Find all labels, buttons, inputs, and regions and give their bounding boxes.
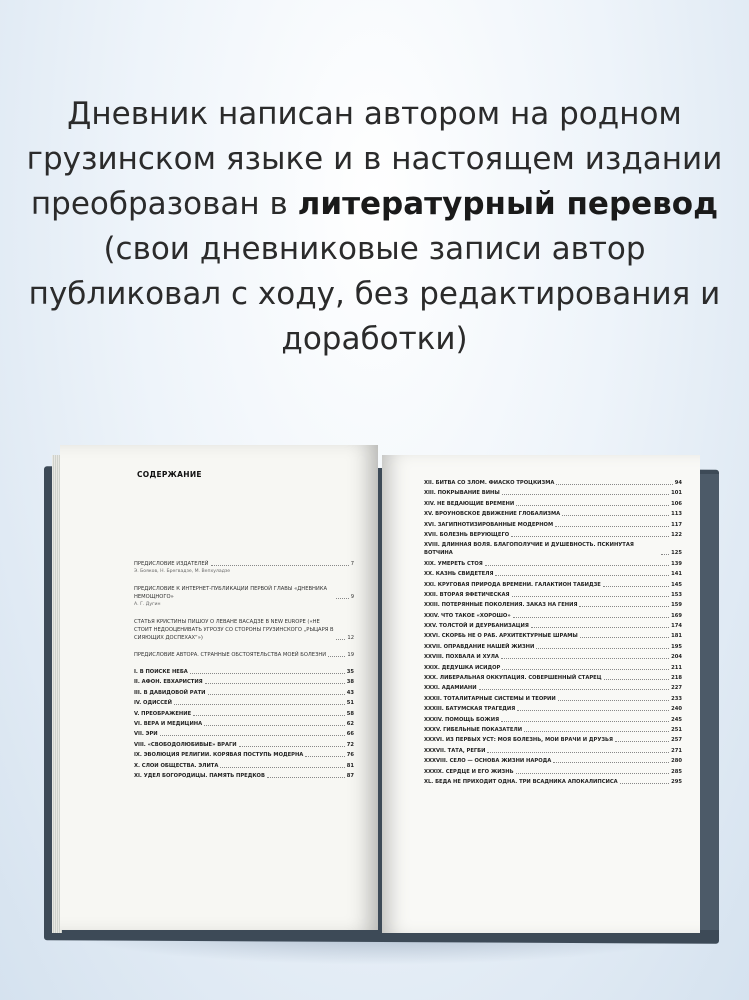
- right-toc: [424, 479, 682, 788]
- toc-entry-page: 285: [671, 768, 682, 775]
- toc-entry-title: XXXI. АДАМИАНИ: [424, 685, 477, 692]
- toc-entry: [134, 772, 354, 780]
- toc-dot-leader: [501, 721, 669, 722]
- toc-entry: [134, 720, 354, 728]
- toc-entry-title: VIII. «СВОБОДОЛЮБИВЫЕ» ВРАГИ: [134, 741, 237, 748]
- toc-entry: [134, 618, 354, 642]
- toc-entry-page: 12: [347, 635, 354, 641]
- toc-entry-title: XV. ВРОУНОВСКОЕ ДВИЖЕНИЕ ГЛОБАЛИЗМА: [424, 511, 561, 518]
- toc-entry-page: 159: [671, 602, 682, 609]
- toc-entry-author: Э. Бояков, Н. Брегвадзе, М. Вепхуладзе: [134, 569, 231, 574]
- toc-entry-page: 218: [671, 675, 682, 682]
- toc-entry-page: 38: [346, 679, 354, 686]
- toc-entry-title: XVI. ЗАГИПНОТИЗИРОВАННЫЕ МОДЕРНОМ: [424, 521, 554, 528]
- toc-dot-leader: [220, 767, 344, 768]
- toc-entry-title: ПРЕДИСЛОВИЕ АВТОРА. СТРАННЫЕ ОБСТОЯТЕЛЬСТВА МОЕЙ БОЛЕЗНИ: [134, 652, 327, 658]
- toc-entry: [424, 716, 682, 724]
- toc-entry-title: V. ПРЕОБРАЖЕНИЕ: [134, 710, 192, 717]
- toc-dot-leader: [513, 617, 669, 618]
- toc-entry-title: XXXIII. БАТУМСКАЯ ТРАГЕДИЯ: [424, 706, 516, 713]
- toc-entry-page: 9: [350, 594, 354, 600]
- toc-entry: [424, 591, 682, 599]
- contents-title: СОДЕРЖАНИЕ: [137, 470, 202, 479]
- toc-entry-page: 117: [671, 521, 682, 528]
- toc-entry-page: 81: [346, 762, 354, 769]
- toc-entry-page: 153: [671, 591, 682, 598]
- toc-dot-leader: [487, 752, 669, 753]
- toc-entry: [424, 560, 682, 568]
- toc-entry: [424, 500, 682, 508]
- toc-entry-title: XXXVI. ИЗ ПЕРВЫХ УСТ: МОЯ БОЛЕЗНЬ, МОИ ВРАЧИ И ДРУЗЬЯ: [424, 737, 613, 744]
- toc-entry: [424, 601, 682, 609]
- toc-entry-page: 169: [671, 612, 682, 619]
- toc-entry-title: XIV. НЕ ВЕДАЮЩИЕ ВРЕМЕНИ: [424, 500, 515, 507]
- toc-entry-title: XXXVIII. СЕЛО — ОСНОВА ЖИЗНИ НАРОДА: [424, 758, 552, 765]
- toc-entry: [134, 730, 354, 738]
- toc-dot-leader: [305, 756, 344, 757]
- toc-entry-page: 181: [671, 633, 682, 640]
- toc-dot-leader: [160, 735, 345, 736]
- left-toc: [134, 560, 354, 782]
- toc-dot-leader: [531, 627, 669, 628]
- toc-dot-leader: [485, 565, 669, 566]
- toc-entry: [134, 689, 354, 697]
- toc-entry: [424, 479, 682, 487]
- caption-text: [20, 92, 729, 362]
- toc-entry-title: ПРЕДИСЛОВИЕ К ИНТЕРНЕТ-ПУБЛИКАЦИИ ПЕРВОЙ ГЛАВЫ «ДНЕВНИКА НЕМОЩНОГО»: [134, 586, 328, 600]
- toc-entry-page: 101: [671, 490, 682, 497]
- toc-entry: [424, 726, 682, 734]
- toc-entry-page: 280: [671, 758, 682, 765]
- toc-entry-title: XI. УДЕЛ БОГОРОДИЦЫ. ПАМЯТЬ ПРЕДКОВ: [134, 772, 265, 779]
- toc-dot-leader: [604, 679, 670, 680]
- toc-dot-leader: [615, 741, 669, 742]
- toc-dot-leader: [267, 777, 345, 778]
- toc-entry: [134, 560, 354, 576]
- toc-entry-page: 145: [671, 581, 682, 588]
- toc-dot-leader: [328, 656, 345, 657]
- toc-entry-page: 94: [674, 480, 682, 486]
- toc-entry: [424, 643, 682, 651]
- toc-dot-leader: [516, 505, 669, 506]
- toc-dot-leader: [174, 704, 345, 705]
- toc-entry-title: XXXVII. ТАТА, РЕГБИ: [424, 747, 486, 754]
- toc-entry-title: СТАТЬЯ КРИСТИНЫ ПИШОУ О ЛЕВАНЕ ВАСАДЗЕ В NEW EUROPE («НЕ СТОИТ НЕДООЦЕНИВАТЬ УГРОЗУ СО СТОРОНЫ ГРУЗИНСКОГО „РЫЦАРЯ В СИЯЮЩИХ ДОСПЕХАХ“»): [134, 619, 334, 641]
- toc-entry-page: 139: [671, 560, 682, 567]
- toc-entry-page: 257: [671, 737, 682, 744]
- toc-entry-title: IX. ЭВОЛЮЦИЯ РЕЛИГИИ. КОРЯВАЯ ПОСТУПЬ МОДЕРНА: [134, 752, 304, 759]
- toc-dot-leader: [512, 596, 670, 597]
- toc-dot-leader: [516, 773, 670, 774]
- toc-entry-page: 72: [346, 741, 354, 748]
- toc-entry-page: 211: [671, 664, 682, 671]
- toc-entry-title: X. СЛОИ ОБЩЕСТВА. ЭЛИТА: [134, 762, 219, 769]
- toc-entry-title: XIII. ПОКРЫВАНИЕ ВИНЫ: [424, 490, 500, 497]
- toc-entry: [424, 705, 682, 713]
- toc-dot-leader: [580, 637, 669, 638]
- toc-entry-page: 87: [346, 772, 354, 779]
- toc-dot-leader: [603, 586, 669, 587]
- toc-entry-page: 233: [671, 695, 682, 702]
- toc-entry: [424, 632, 682, 640]
- toc-dot-leader: [336, 598, 349, 599]
- toc-dot-leader: [205, 683, 345, 684]
- toc-entry-page: 62: [346, 720, 354, 727]
- toc-entry-title: XIX. УМЕРЕТЬ СТОЯ: [424, 560, 483, 567]
- toc-entry-title: XXXV. ГИБЕЛЬНЫЕ ПОКАЗАТЕЛИ: [424, 726, 523, 733]
- toc-entry: [424, 612, 682, 620]
- toc-dot-leader: [193, 715, 345, 716]
- toc-entry-title: ПРЕДИСЛОВИЕ ИЗДАТЕЛЕЙ: [134, 561, 209, 567]
- toc-entry-title: XXVI. СКОРБЬ НЕ О РАБ. АРХИТЕКТУРНЫЕ ШРАМЫ: [424, 633, 578, 640]
- toc-entry-title: XXXII. ТОТАЛИТАРНЫЕ СИСТЕМЫ И ТЕОРИИ: [424, 695, 556, 702]
- caption-part-2: (свои дневниковые записи автор публиковал с ходу, без редактирования и доработки): [28, 231, 721, 357]
- toc-dot-leader: [208, 694, 345, 695]
- toc-entry: [424, 521, 682, 529]
- toc-entry-title: VII. ЭРИ: [134, 731, 158, 738]
- toc-entry: [134, 762, 354, 770]
- toc-dot-leader: [558, 700, 669, 701]
- toc-dot-leader: [579, 606, 669, 607]
- toc-entry: [424, 736, 682, 744]
- toc-entry-author: А. Г. Дугин: [134, 602, 161, 607]
- toc-entry-title: XXVII. ОПРАВДАНИЕ НАШЕЙ ЖИЗНИ: [424, 643, 535, 650]
- toc-entry: [424, 757, 682, 765]
- toc-dot-leader: [556, 484, 672, 485]
- toc-entry-page: 19: [347, 652, 354, 658]
- toc-dot-leader: [620, 783, 669, 784]
- toc-entry-page: 7: [350, 561, 354, 567]
- toc-entry: [424, 653, 682, 661]
- open-book: [52, 455, 702, 933]
- toc-entry-page: 106: [671, 500, 682, 507]
- toc-entry-page: 58: [346, 710, 354, 717]
- toc-dot-leader: [190, 673, 345, 674]
- toc-dot-leader: [204, 725, 345, 726]
- toc-dot-leader: [517, 710, 669, 711]
- toc-entry-title: XVII. БОЛЕЗНЬ ВЕРУЮЩЕГО: [424, 531, 510, 538]
- toc-dot-leader: [511, 536, 669, 537]
- left-page: [60, 445, 378, 930]
- toc-entry-title: IV. ОДИССЕЙ: [134, 700, 172, 707]
- toc-dot-leader: [562, 515, 669, 516]
- toc-entry-title: XVIII. ДЛИННАЯ ВОЛЯ. БЛАГОПОЛУЧИЕ И ДУШЕВНОСТЬ. ПСКИНУТАЯ ВОТЧИНА: [424, 542, 634, 557]
- toc-dot-leader: [495, 575, 669, 576]
- toc-dot-leader: [239, 746, 345, 747]
- toc-entry-page: 245: [671, 716, 682, 723]
- caption-bold-phrase: литературный перевод: [297, 186, 719, 222]
- toc-entry-page: 295: [671, 778, 682, 785]
- toc-entry: [424, 581, 682, 589]
- toc-entry-page: 251: [671, 726, 682, 733]
- toc-dot-leader: [555, 526, 669, 527]
- toc-entry-page: 113: [671, 511, 682, 518]
- toc-dot-leader: [524, 731, 669, 732]
- toc-entry: [424, 778, 682, 786]
- toc-entry-page: 35: [346, 669, 354, 675]
- toc-entry: [424, 684, 682, 692]
- toc-entry-title: XII. БИТВА СО ЗЛОМ. ФИАСКО ТРОЦКИЗМА: [424, 480, 555, 486]
- toc-entry: [424, 747, 682, 755]
- toc-dot-leader: [536, 648, 669, 649]
- toc-entry-page: 174: [671, 623, 682, 630]
- toc-entry-page: 122: [671, 531, 682, 538]
- toc-entry: [134, 651, 354, 659]
- toc-dot-leader: [661, 554, 669, 555]
- toc-entry-page: 240: [671, 706, 682, 713]
- toc-entry-page: 195: [671, 643, 682, 650]
- toc-entry-title: XX. КАЗНЬ СВИДЕТЕЛЯ: [424, 571, 494, 578]
- toc-entry-page: 43: [346, 689, 354, 696]
- toc-entry: [424, 541, 682, 557]
- toc-entry: [424, 674, 682, 682]
- toc-dot-leader: [479, 689, 670, 690]
- toc-entry-page: 271: [671, 747, 682, 754]
- toc-entry-page: 227: [671, 685, 682, 692]
- toc-entry: [134, 710, 354, 718]
- toc-entry-title: III. В ДАВИДОВОЙ РАТИ: [134, 689, 206, 696]
- toc-dot-leader: [553, 762, 669, 763]
- toc-entry-title: XL. БЕДА НЕ ПРИХОДИТ ОДНА. ТРИ ВСАДНИКА АПОКАЛИПСИСА: [424, 778, 618, 785]
- toc-entry: [424, 695, 682, 703]
- toc-entry: [134, 751, 354, 759]
- toc-entry: [424, 570, 682, 578]
- toc-entry-title: XXX. ЛИБЕРАЛЬНАЯ ОККУПАЦИЯ. СОВЕРШЕННЫЙ СТАРЕЦ: [424, 675, 602, 682]
- toc-entry-page: 51: [346, 700, 354, 707]
- toc-entry-page: 125: [671, 550, 682, 557]
- toc-entry: [134, 699, 354, 707]
- toc-entry-title: XXVIII. ПОХВАЛА И ХУЛА: [424, 654, 499, 661]
- toc-dot-leader: [211, 565, 349, 566]
- toc-entry-page: 76: [346, 752, 354, 759]
- caption-part-1: Дневник написан автором на родном грузинском языке и в настоящем издании преобразован в: [26, 96, 723, 222]
- toc-entry: [134, 585, 354, 609]
- toc-entry-page: 204: [671, 654, 682, 661]
- toc-dot-leader: [502, 494, 669, 495]
- toc-entry-title: XXI. КРУГОВАЯ ПРИРОДА ВРЕМЕНИ. ГАЛАКТИОН ТАБИДЗЕ: [424, 581, 601, 588]
- toc-entry-title: II. АФОН. ЕВХАРИСТИЯ: [134, 679, 203, 686]
- toc-entry-title: XXXIX. СЕРДЦЕ И ЕГО ЖИЗНЬ: [424, 768, 514, 775]
- toc-entry-page: 141: [671, 571, 682, 578]
- toc-entry-title: XXII. ВТОРАЯ ЯФЕТИЧЕСКАЯ: [424, 591, 510, 598]
- toc-entry: [134, 741, 354, 749]
- toc-entry-page: 66: [346, 731, 354, 738]
- toc-entry-title: XXIII. ПОТЕРЯННЫЕ ПОКОЛЕНИЯ. ЗАКАЗ НА ГЕНИЯ: [424, 602, 578, 609]
- toc-entry: [134, 668, 354, 676]
- toc-entry: [424, 489, 682, 497]
- toc-entry-title: XXIX. ДЕДУШКА ИСИДОР: [424, 664, 501, 671]
- toc-entry: [424, 622, 682, 630]
- toc-entry-title: I. В ПОИСКЕ НЕБА: [134, 669, 188, 675]
- toc-entry-title: XXIV. ЧТО ТАКОЕ «ХОРОШО»: [424, 612, 511, 619]
- toc-entry-title: XXV. ТОЛСТОЙ И ДЕУРБАНИЗАЦИЯ: [424, 623, 529, 630]
- toc-dot-leader: [501, 658, 669, 659]
- toc-entry-title: VI. ВЕРА И МЕДИЦИНА: [134, 720, 203, 727]
- toc-entry: [134, 678, 354, 686]
- toc-entry: [424, 768, 682, 776]
- toc-entry: [424, 531, 682, 539]
- right-page: [382, 455, 700, 933]
- toc-dot-leader: [502, 669, 669, 670]
- toc-entry-title: XXXIV. ПОМОЩЬ БОЖИЯ: [424, 716, 500, 723]
- toc-dot-leader: [336, 639, 345, 640]
- toc-entry: [424, 510, 682, 518]
- toc-entry: [424, 664, 682, 672]
